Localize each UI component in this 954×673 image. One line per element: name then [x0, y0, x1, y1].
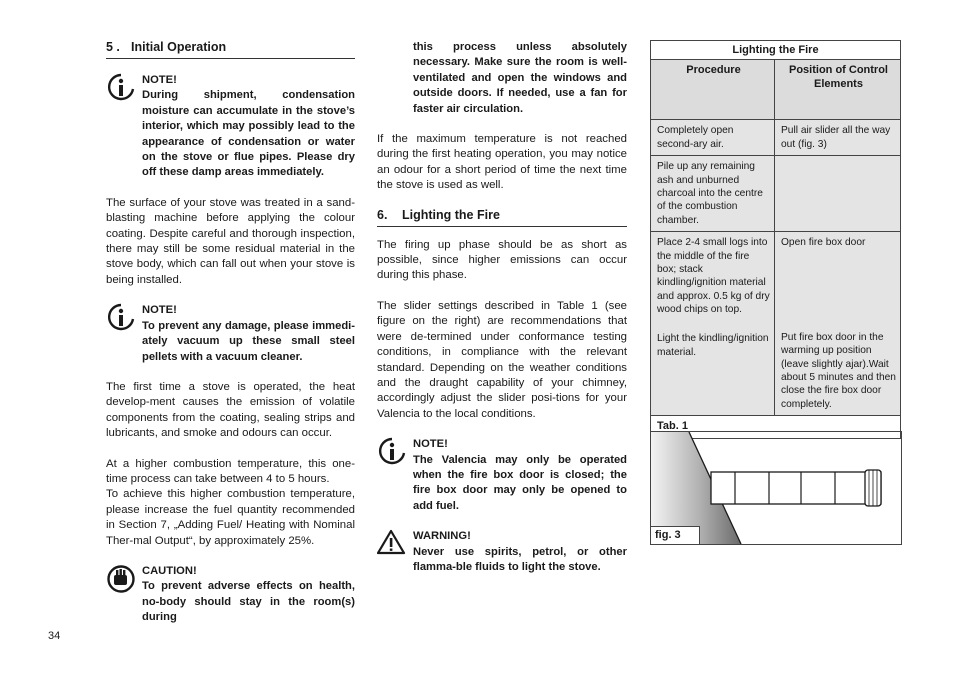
paragraph-combustion-duration: At a higher combustion temperature, this one-time process can take between 4 to 5 hours. [106, 457, 355, 485]
section-title: Initial Operation [131, 40, 227, 54]
section-number: 5 . [106, 40, 120, 54]
section-heading-lighting-fire [377, 208, 627, 227]
table-row-group [651, 232, 900, 416]
note-block [106, 73, 355, 181]
table-label: Tab. 1 [657, 420, 688, 433]
left-column [106, 40, 355, 626]
info-icon [106, 303, 142, 336]
column-header-position: Position of Control Elements [775, 60, 900, 119]
caution-block [106, 564, 355, 626]
note-label: NOTE! [142, 304, 177, 317]
paragraph-max-temperature: If the maximum temperature is not reached during the first heating operation, you may notice an odour for a short period of time the next time the stove is used as well. [377, 133, 627, 192]
middle-column [377, 40, 627, 575]
figure-label: fig. 3 [651, 526, 700, 544]
position-cell [775, 156, 900, 231]
paragraph-firing-up-phase: The firing up phase should be as short as possible, since higher emissions can occur during this phase. [377, 238, 627, 282]
caution-text: To prevent adverse effects on health, no-body should stay in the room(s) during [142, 580, 355, 624]
table-row [651, 156, 900, 232]
note-block [377, 437, 627, 514]
table-caption: Lighting the Fire [651, 41, 900, 60]
procedure-cell: Completely open second-ary air. [651, 120, 775, 155]
procedure-cell: Pile up any remaining ash and unburned charcoal into the centre of the combustion chamber. [651, 156, 775, 231]
info-icon [106, 73, 142, 106]
table-row [651, 120, 900, 156]
column-header-procedure: Procedure [651, 60, 775, 119]
page-number: 34 [48, 630, 61, 642]
caution-text-continued: this process unless absolutely necessary. Make sure the room is well-ventilated and open the windows and outside doors. If needed, use a fan for faster air circulation. [413, 41, 627, 115]
note-text: To prevent any damage, please immedi-ately vacuum up these small steel pellets with a vacuum cleaner. [142, 319, 355, 363]
paragraph-fuel-quantity: To achieve this higher combustion temperature, please increase the fuel quantity recommended in Section 7, „Adding Fuel/ Heating with Nominal Ther-mal Output“, by approximately 25%. [106, 488, 355, 547]
caution-continuation [377, 40, 627, 117]
position-cell: Open fire box door [781, 237, 866, 249]
warning-text: Never use spirits, petrol, or other flamma-ble fluids to light the stove. [413, 545, 627, 573]
paragraph-slider-settings: The slider settings described in Table 1 (see figure on the right) are recommendations that were de-termined under conformance testing conditions, in compliance with the relevant standard. Depending on the weather conditions and the draught capability of your chimney, accordingly adjust the slider posi-tions for your Valencia to the local conditions. [377, 299, 627, 420]
paragraph-surface: The surface of your stove was treated in a sand-blasting machine before applying the colour coating. Despite careful and thorough inspection, there may still be some residual material in the stove body, which can fall out when your stove is being installed. [106, 196, 355, 286]
paragraph-first-operation: The first time a stove is operated, the heat develop-ment causes the emission of volatile components from the coating, sealing strips and lubricants, and smoke and odours can occur. [106, 380, 355, 440]
note-block [106, 303, 355, 365]
figure-air-slider [650, 431, 902, 545]
caution-label: CAUTION! [142, 564, 197, 577]
section-number: 6. [377, 207, 388, 222]
note-label: NOTE! [142, 74, 177, 86]
warning-label: WARNING! [413, 530, 471, 543]
caution-hand-icon [106, 564, 142, 599]
position-cell: Put fire box door in the warming up position (leave slightly ajar).Wait about 5 minutes and then close the fire box door completely. [781, 331, 896, 410]
table-header-row [651, 60, 900, 120]
position-cell: Pull air slider all the way out (fig. 3) [775, 120, 900, 155]
procedure-cell: Light the kindling/ignition material. [657, 333, 769, 358]
info-icon [377, 437, 413, 470]
warning-triangle-icon [377, 529, 413, 560]
note-text: During shipment, condensation moisture can accumulate in the stove’s interior, which may possibly lead to the appearance of condensation or water on the stove or flue pipes. Please dry off these damp areas immediately. [142, 89, 355, 179]
section-title: Lighting the Fire [402, 207, 500, 222]
lighting-fire-table [650, 40, 901, 439]
note-text: The Valencia may only be operated when the fire box door is closed; the fire box door may only be opened to add fuel. [413, 453, 627, 512]
warning-block [377, 529, 627, 575]
note-label: NOTE! [413, 438, 448, 451]
procedure-cell: Place 2-4 small logs into the middle of the fire box; stack kindling/ignition material and approx. 0.5 kg of dry wood chips on top. [657, 237, 770, 316]
section-heading-initial-operation [106, 40, 355, 59]
